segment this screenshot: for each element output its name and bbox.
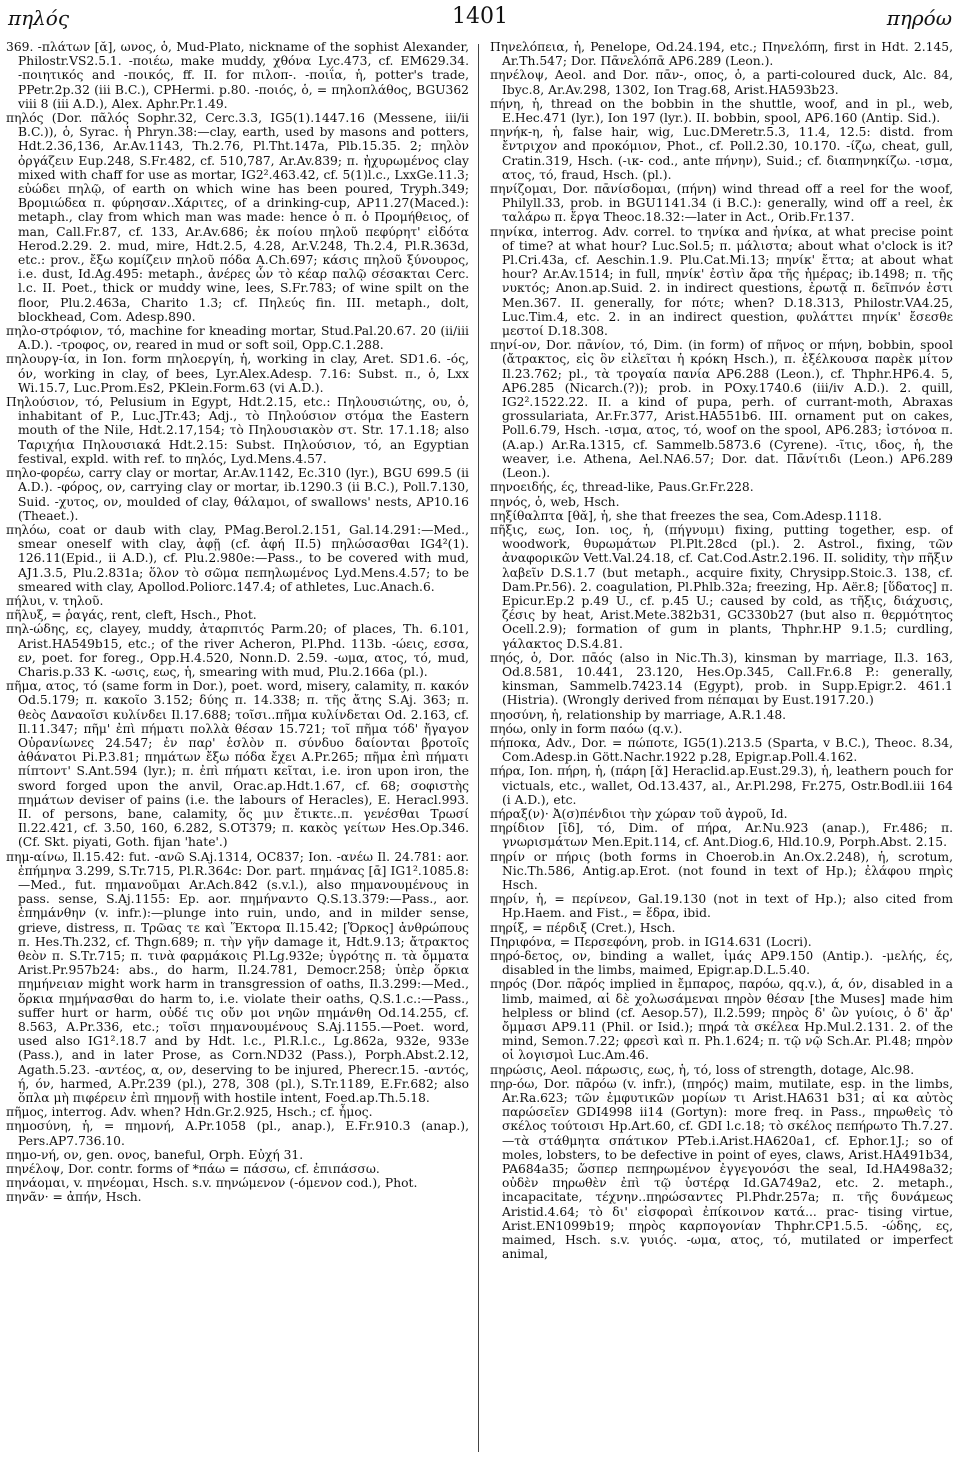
dictionary-entry: πηνέλοψ, Aeol. and Dor. πᾱν-, οπος, ὁ, a parti-coloured duck, Alc. 84, Ibyc.8, Ar.Av.298, 1302, Ion Trag.68, Arist.HA593b23. (490, 68, 953, 97)
dictionary-entry: πηρό-δετος, ον, binding a wallet, ἱμάς AP9.150 (Antip.). -μελής, ές, disabled in the limbs, maimed, Epigr.ap.D.L.5.40. (490, 949, 953, 978)
dictionary-entry: Πηνελόπεια, ἡ, Penelope, Od.24.194, etc.; Πηνελόπη, first in Hdt. 2.145, Ar.Th.547; Dor. Πᾱνελόπᾱ AP6.289 (Leon.). (490, 40, 953, 69)
dictionary-entry: πῆλυξ, = ῥαγάς, rent, cleft, Hsch., Phot. (6, 608, 257, 623)
dictionary-entry: πηρ-όω, Dor. πᾱρόω (v. infr.), (πηρός) maim, mutilate, esp. in the limbs, Ar.Ra.623; τῶν ἐμφυτικῶν μορίων τι Arist.HA631 b31; αἱ κα αὐτὸς παρώσεῖεν GDI4998 ii14 (Gortyn): more freq. in Pass., πηρωθεὶς τὸ σκέλος τούτοισι Hp.Art.60, cf. GDI l.c.18; τὸ σκέλος πεπήρωτο Th.7.27.—τὰ στάθμητα σπάτικον PTeb.i.Arist.HA620a1, cf. Ephor.1J.; so of moles, lobsters, to be defective in point of eyes, claws, Arist.HA491b34, PA684a35; ὥσπερ πεπηρωμένον ἐγγεγονόσι the seal, Id.HA498a32; οὐδὲν πηρωθὲν ἐπὶ τῷ ὑστέρᾳ Id.GA749a2, etc. 2. metaph., incapacitate, τέχνην..πηρώσαντες Pl.Phdr.257a; π. τῆς δυνάμεως Aristid.4.64; τὸ δι' εἰσφοραὶ ἐπίκοινον κατά... prac- tising virtue, Arist.EN1099b19; πηρὸς καρπογονίαν Thphr.CP1.5.5. -ώδης, ες, maimed, Hsch. s.v. γυιός. -ωμα, ατος, τό, mutilated or imperfect animal, (490, 1076, 953, 1262)
dictionary-entry: πηνίζομαι, Dor. πᾱνίσδομαι, (πήνη) wind thread off a reel for the woof, Philyll.33, prob. in BGU1141.34 (i B.C.): generally, wind off a reel, ἐκ ταλάρω π. ἔργα Theoc.18.32:—later in Act., Orib.Fr.137. (490, 182, 953, 225)
dictionary-entry: πηνάομαι, v. πηνέομαι, Hsch. s.v. πηνώμενον (-όμενον cod.), Phot. (6, 1176, 418, 1191)
dictionary-entry: πηρίν or πήρις (both forms in Choerob.in An.Ox.2.248), ἡ, scrotum, Nic.Th.586, Antig.ap.Erot. (not found in text of Hp.); ἐλάφου πηρὶς Hsch. (490, 849, 953, 892)
dictionary-entry: πηνοειδής, ές, thread-like, Paus.Gr.Fr.228. (490, 480, 754, 495)
dictionary-entry: Πηλούσιον, τό, Pelusium in Egypt, Hdt.2.15, etc.: Πηλουσιώτης, ου, ὁ, inhabitant of P., Luc.JTr.43; Adj., τὸ Πηλούσιον στόμα the Eastern mouth of the Nile, Hdt.2.17,154; τὸ Πηλουσιακὸν στ. Str. 17.1.18; also Ταριχήια Πηλουσιακά Hdt.2.15: Subst. Πηλούσιον, τό, an Egyptian festival, expld. with ref. to πηλός, Lyd.Mens.4.57. (6, 395, 469, 466)
dictionary-entry: πηνίκα, interrog. Adv. correl. to τηνίκα and ἡνίκα, at what precise point of time? at what hour? Luc.Sol.5; π. μάλιστα; about what o'clock is it? Pl.Cri.43a, cf. Aeschin.1.9. Plu.Cat.Mi.13; πηνίκ' ἔττα; at about what hour? Ar.Av.1514; in full, πηνίκ' ἐστὶν ἄρα τῆς ἡμέρας; ib.1498; π. τῆς νυκτός; Anon.ap.Suid. 2. in indirect questions, ἐρωτᾷ π. δεῖπνόν ἐστι Men.367. II. generally, for πότε; when? D.18.313, Philostr.VA4.25, Luc.Tim.4, etc. 2. in an indirect question, φυλάττει πηνίκ' ἔσεσθε μεστοί D.18.308. (490, 224, 953, 339)
dictionary-entry: πηλο-φορέω, carry clay or mortar, Ar.Av.1142, Ec.310 (lyr.), BGU 699.5 (ii A.D.). -φόρος, ον, carrying clay or mortar, ib.1290.3 (ii B.C.), Poll.7.130, Suid. -χυτος, ον, moulded of clay, θάλαμοι, of swallows' nests, AP10.16 (Theaet.). (6, 466, 469, 523)
dictionary-entry: πῆξις, εως, Ion. ιος, ἡ, (πήγνυμι) fixing, putting together, esp. of woodwork, θυρωμάτων Pl.Plt.28cd (pl.). 2. Astrol., fixing, τῶν ἀναφορικῶν Vett.Val.24.18, cf. Cat.Cod.Astr.2.196. II. solidity, τὴν πῆξιν λαβεῖν D.S.1.7 (but metaph., acquire fixity, Chrysipp.Stoic.3. 138, cf. Dam.Pr.56). 2. coagulation, Pl.Phlb.32a; freezing, Hp. Aër.8; [ὕδατος] π. Epicur.Ep.2 p.49 U., cf. p.45 U.; caused by cold, as τῆξις, διάχυσις, ζέσις by heat, Arist.Mete.382b31, GC330b27 (but also π. θερμότητος Ocell.2.9); formation of gum in plants, Thphr.HP 9.1.5; curdling, γάλακτος D.S.4.81. (490, 522, 953, 651)
dictionary-entry: πηνᾶν· = ἀπήν, Hsch. (6, 1190, 142, 1205)
dictionary-entry: πηλ-ώδης, ες, clayey, muddy, ἀταρπιτός Parm.20; of places, Th. 6.101, Arist.HA549b15, etc.; of the river Acheron, Pl.Phd. 113b. -ώεις, εσσα, εν, poet. for foreg., Opp.H.4.520, Nonn.D. 2.59. -ωμα, ατος, τό, mud, Charis.p.33 K. -ωσις, εως, ἡ, smearing with mud, Plu.2.166a (pl.). (6, 622, 469, 679)
dictionary-entry: πηρίν, ἡ, = περίνεον, Gal.19.130 (not in text of Hp.); also cited from Hp.Haem. and Fist., = ἕδρα, ibid. (490, 892, 953, 921)
page-number: 1401 (452, 4, 508, 29)
left-running-head: πηλός (8, 6, 70, 30)
dictionary-entry: 369. -πλάτων [ᾰ], ωνος, ὁ, Mud-Plato, nickname of the sophist Alexander, Philostr.VS2.5.1. -ποιέω, make muddy, χθόνα Lyc.473, cf. EM629.34. -ποιητικός and -ποικός, ff. II. for πιλοπ-. -ποιΐα, ἡ, potter's trade, PPetr.2p.32 (iii B.C.), CPHermi. p.80. -ποιός, ὁ, = πηλοπλάθος, BGU362 viii 8 (iii A.D.), Alex. Aphr.Pr.1.49. (6, 40, 469, 111)
dictionary-entry: πημ-αίνω, Il.15.42: fut. -ανῶ S.Aj.1314, OC837; Ion. -ανέω Il. 24.781: aor. ἐπήμηνα 3.299, S.Tr.715, Pl.R.364c: Dor. part. πημάνας [ᾱ] IG1².1085.8:—Med., fut. πημανοῦμαι Ar.Ach.842 (s.v.l.), also πημανουμένους in pass. sense, S.Aj.1155: Ep. aor. πημήναντο Q.S.13.379:—Pass., aor. ἐπημάνθην (v. infr.):—plunge into ruin, undo, and in milder sense, grieve, distress, π. Τρῶας τε καὶ Ἕκτορα Il.15.42; [Ὅρκος] ἀνθρώπους π. Hes.Th.232, cf. Thgn.689; π. τὴν γῆν damage it, Hdt.9.13; ἄτρακτος θεὸν π. S.Tr.715; π. τινὰ φαρμάκοις Pl.Lg.932e; ὑγρότης π. τὰ ὄμματα Arist.Pr.957b24: abs., do harm, Il.24.781, Democr.258; ὑπὲρ ὅρκια πημήνειαν might work harm in transgression of oaths, Il.3.299:—Med., ὅρκια πημήνασθαι do harm to, i.e. violate their oaths, Q.S.1.c.:—Pass., suffer hurt or harm, οὐδέ τις οὔν μοι νηῶν πημάνθη Od.14.255, cf. 8.563, A.Pr.336, etc.; τοῖσι πημανουμένους S.Aj.1155.—Poet. word, used also IG1².18.7 and by Hdt. l.c., Pl.R.l.c., Lg.862a, 932e, 933e (Pass.), and in later Prose, as Corn.ND32 (Pass.), Porph.Abst.2.12, Agath.5.23. -αντέος, α, ον, deserving to be injured, Pherecr.15. -αντός, ή, όν, harmed, A.Pr.239 (pl.), 278, 308 (pl.), S.Tr.1189, E.Fr.682; also ὅπλα μὴ πιφέρειν ἐπὶ πημονῇ with hostile intent, Foed.ap.Th.5.18. (6, 849, 469, 1106)
dictionary-entry: πηλο-στρόφιον, τό, machine for kneading mortar, Stud.Pal.20.67. 20 (ii/iii A.D.). -τροφος, ον, reared in mud or soft soil, Opp.C.1.288. (6, 324, 469, 353)
dictionary-entry: πηόω, only in form παόω (q.v.). (490, 721, 683, 736)
dictionary-entry: πηρίξ, = πέρδιξ (Cret.), Hsch. (490, 920, 676, 935)
dictionary-entry: πήραξ(ν)· Ἀ(σ)πένδιοι τὴν χώραν τοῦ ἀγροῦ, Id. (490, 806, 788, 821)
dictionary-entry: πηρίδιον [ῑδ], τό, Dim. of πήρα, Ar.Nu.923 (anap.), Fr.486; π. γνωρισμάτων Men.Epit.114, cf. Ant.Diog.6, Hld.10.9, Porph.Abst. 2.15. (490, 821, 953, 850)
column-divider (478, 44, 479, 1452)
dictionary-entry: πηρός (Dor. πᾱρός implied in ἔμπαρος, παρόω, qq.v.), ά, όν, disabled in a limb, maimed, αἱ δὲ χολωσάμεναι πηρὸν θέσαν [the Muses] made him helpless or blind (cf. Aesop.57), Il.2.599; πηρὸς δ' ὢν γυίοις, ὁ δ' ἄρ' ὄμμασι AP9.11 (Phil. or Isid.); πηρά τὰ σκέλεα Hp.Mul.2.131. 2. of the mind, Semon.7.22; φρεσὶ καὶ π. Ph.1.624; π. τῷ νῷ Sch.Ar. Pl.48; πηρὸν οἱ λογισμοὶ Luc.Am.46. (490, 977, 953, 1063)
right-column (490, 40, 953, 1452)
left-column (6, 40, 469, 1452)
dictionary-entry: πηνέλοψ, Dor. contr. forms of *πάω = πάσσω, cf. ἐπιπάσσω. (6, 1162, 380, 1177)
dictionary-entry: πηνί-ον, Dor. πᾱνίον, τό, Dim. (in form) of πῆνος or πήνη, bobbin, spool (ἄτρακτος, εἰς ὃν εἰλεῖται ἡ κρόκη Hsch.), π. ἐξέλκουσα παρὲκ μίτον Il.23.762; pl., τὰ τρογαία πανία AP6.288 (Leon.), cf. Thphr.HP6.4. 5, AP6.285 (Nicarch.(?)); prob. in POxy.1740.6 (iii/iv A.D.). 2. quill, IG2².1522.22. II. a kind of pupa, perh. of currant-moth, Abraxas grossulariata, Ar.Fr.377, Arist.HA551b6. III. ornament put on cakes, Poll.6.79, Hsch. -ισμα, ατος, τό, woof on the spool, AP6.283; ἰστόνοα π. (A.ap.) Ar.Ra.1315, cf. Sammelb.5873.6 (Cyrene). -ῖτις, ιδος, ἡ, the weaver, i.e. Athena, Ael.NA6.57; Dor. dat. Πᾱνίτιδι (Leon.) AP6.289 (Leon.). (490, 338, 953, 481)
dictionary-entry: πήνη, ἡ, thread on the bobbin in the shuttle, woof, and in pl., web, E.Hec.471 (lyr.), Ion 197 (lyr.). II. bobbin, spool, AP6.160 (Antip. Sid.). (490, 96, 953, 126)
page-header (0, 0, 960, 40)
dictionary-entry: πηλουργ-ία, in Ion. form πηλοεργίη, ἡ, working in clay, Aret. SD1.6. -ός, όν, working in clay, of bees, Lyr.Alex.Adesp. 7.16: Subst. π., ὁ, Lxx Wi.15.7, Luc.Prom.Es2, PKlein.Form.63 (vi A.D.). (6, 352, 469, 395)
dictionary-entry: πῆμα, ατος, τό (same form in Dor.), poet. word, misery, calamity, π. κακόν Od.5.179; π. κακοῖο 3.152; δύης π. 14.338; π. τῆς ἄτης S.Aj. 363; π. θεὸς Δαναοῖσι κυλίνδει Il.17.688; τοῖσι..πῆμα κυλίνδεται Od. 2.163, cf. Il.11.347; πῆμ' ἐπὶ πήματι πολλὰ θέσαν 15.721; τοῖ πῆμα τόδ' ἤγαγον Οὐρανίωνες 24.547; ἐν παρ' ἑσλὸν π. σύνδυο δαίονται βροτοῖς ἀθάνατοι Pi.P.3.81; πημάτων ἔξω πόδα ἔχει A.Pr.265; πῆμα ἐπὶ πήματι πίπτοντ' S.Ant.594 (lyr.); π. ἐπὶ πήματι κεῖται, i.e. iron upon iron, the sword forged upon the anvil, Orac.ap.Hdt.1.67, cf. 68; σοφιστὴς πημάτων deviser of pains (i.e. the labours of Heracles), E. Heracl.993. II. of persons, bane, calamity, ὅς μιν ἔτικτε..π. γενέσθαι Τρωσί Il.22.421, cf. 3.50, 160, 6.282, S.OT379; π. κακὸς γείτων Hes.Op.346. (Cf. Skt. piyati, Goth. fijan 'hate'.) (6, 679, 469, 850)
dictionary-entry: πήλυι, v. τηλοῦ. (6, 593, 104, 608)
dictionary-entry: πηξίθαλπτα [θᾰ], ἡ, she that freezes the sea, Com.Adesp.1118. (490, 508, 882, 523)
dictionary-entry: πήρα, Ion. πήρη, ἡ, (πάρη [ᾰ] Heraclid.ap.Eust.29.3), ἡ, leathern pouch for victuals, etc., wallet, Od.13.437, al., Ar.Pl.298, Fr.275, Ostr.Bodl.iii 164 (i A.D.), etc. (490, 764, 953, 807)
dictionary-entry: πηρώσις, Aeol. πάρωσις, εως, ἡ, τό, loss of strength, dotage, Alc.98. (490, 1062, 915, 1077)
dictionary-entry: πημο-νή, ον, gen. ονος, baneful, Orph. Εὐχή 31. (6, 1147, 304, 1162)
right-running-head: πηρόω (886, 6, 952, 30)
dictionary-entry: πηνός, ὁ, web, Hsch. (490, 494, 620, 509)
dictionary-entry: πηός, ὁ, Dor. πᾱός (also in Nic.Th.3), kinsman by marriage, Il.3. 163, Od.8.581, 10.441, 23.120, Hes.Op.345, Call.Fr.6.8 P.: generally, kinsman, Sammelb.7423.14 (Egypt), prob. in Supp.Epigr.2. 461.1 (Histria). (Wrongly derived from πέπαμαι by Eust.1917.20.) (490, 650, 953, 708)
dictionary-entry: πήποκα, Adv., Dor. = πώποτε, IG5(1).213.5 (Sparta, v B.C.), Theoc. 8.34, Com.Adesp.in Gött.Nachr.1922 p.28, Epigr.ap.Poll.4.162. (490, 735, 953, 765)
dictionary-entry: πηλός (Dor. πᾶλός Sophr.32, Cerc.3.3, IG5(1).1447.16 (Messene, iii/ii B.C.)), ὁ, Syrac. ἡ Phryn.38:—clay, earth, used by masons and potters, Hdt.2.36,136, Ar.Av.1143, Th.2.76, Pl.Tht.147a, Plb.15.35. 2; πηλὸν ὀργάζειν Eup.248, S.Fr.482, cf. 510,787, Ar.Av.839; π. ἠχυρωμένος clay mixed with chaff for use as mortar, IG2².463.42, cf. 5(1)l.c., LxxGe.11.3; εὐώδει πηλῷ, of earth on which wine has been poured, Tryph.349; Βρομιώδεα π. φύρησαν..Χάριτες, of a drinking-cup, AP11.27(Maced.): metaph., clay from which man was made: hence ὁ π. ὁ Προμήθειος, of man, Call.Fr.87, cf. 133, Ar.Av.686; ἐκ ποίου πηλοῦ πεφύρητ' εἰδότα Herod.2.29. 2. mud, mire, Hdt.2.5, 4.28, Ar.V.248, Th.2.4, Pl.R.363d, etc.: prov., ἔξω κομίζειν πηλοῦ πόδα A.Ch.697; κάσις πηλοῦ ξύνουρος, i.e. dust, Id.Ag.495: metaph., ἀνέρες ὧν τὸ κέαρ παλῷ σέσακται Cerc. l.c. II. Poet., thick or muddy wine, lees, S.Fr.783; of wine spilt on the floor, Plu.2.463a, Charito 1.3; cf. Πηλεύς fin. III. metaph., dolt, blockhead, Com. Adesp.890. (6, 111, 469, 324)
dictionary-entry: πῆμος, interrog. Adv. when? Hdn.Gr.2.925, Hsch.; cf. ἦμος. (6, 1105, 373, 1120)
dictionary-entry: πηοσύνη, ἡ, relationship by marriage, A.R.1.48. (490, 707, 787, 722)
dictionary-entry: πηνήκ-η, ἡ, false hair, wig, Luc.DMeretr.5.3, 11.4, 12.5: distd. from ἔντριχον and προκόμιον, Phot., cf. Poll.2.30, 10.170. -ίζω, cheat, gull, Cratin.319, Hsch. (-ικ- cod., ante πήνην), Suid.; cf. διαπηνηκίζω. -ισμα, ατος, τό, fraud, Hsch. (pl.). (490, 125, 953, 182)
dictionary-entry: πηλόω, coat or daub with clay, PMag.Berol.2.151, Gal.14.291:—Med., smear oneself with clay, ἀφῇ (cf. ἀφή II.5) πηλώσασθαι IG4²(1). 126.11(Epid., ii A.D.), cf. Plu.2.980e:—Pass., to be covered with mud, AJ1.3.5, Plu.2.831a; ὅλον τὸ σῶμα πεπηλωμένος Lyd.Mens.4.57; to be smeared with clay, Apollod.Poliorc.147.4; of athletes, Luc.Anach.6. (6, 522, 469, 594)
dictionary-entry: Πηριφόνα, = Περσεφόνη, prob. in IG14.631 (Locri). (490, 934, 812, 949)
dictionary-entry: πημοσύνη, ἡ, = πημονή, A.Pr.1058 (pl., anap.), E.Fr.910.3 (anap.), Pers.AP7.736.10. (6, 1119, 469, 1148)
